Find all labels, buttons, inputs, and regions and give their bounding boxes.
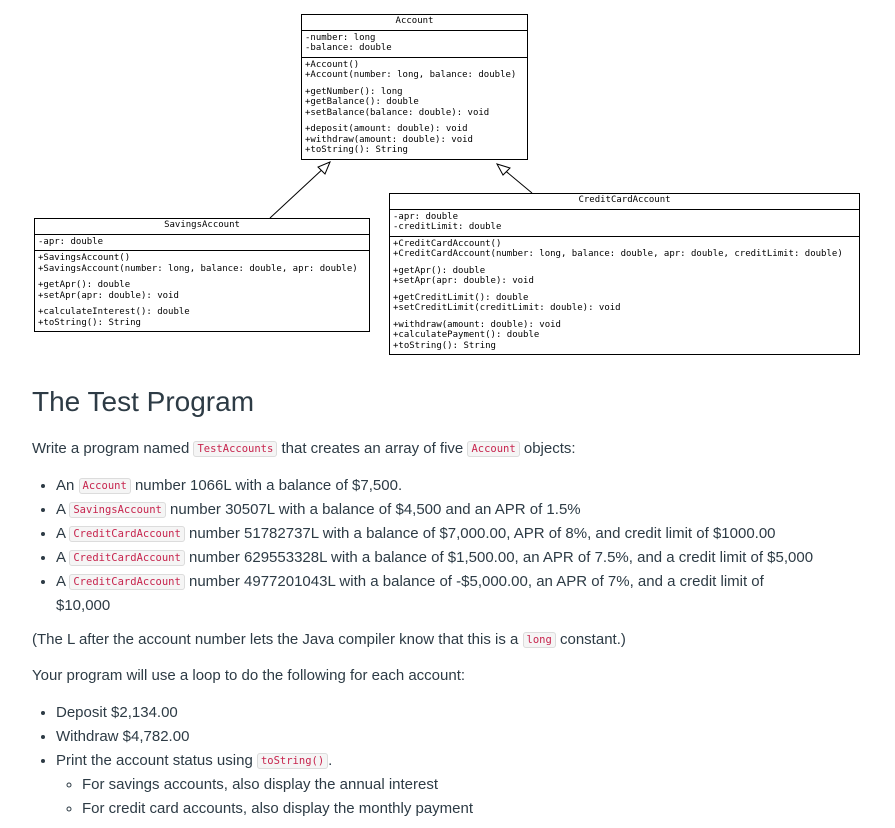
steps-list <box>38 701 473 821</box>
methods-section <box>302 58 527 159</box>
inline-code: toString() <box>257 753 328 769</box>
list-item: • An Account number 1066L with a balance of $7,500. <box>56 474 813 498</box>
method: +SavingsAccount(number: long, balance: double, apr: double) <box>38 263 358 274</box>
method: +setBalance(balance: double): void <box>305 107 490 118</box>
method: +setCreditLimit(creditLimit: double): void <box>393 303 621 313</box>
class-name: Account <box>302 15 527 31</box>
field: -number: long <box>305 32 376 43</box>
list-item: • Deposit $2,134.00 <box>56 701 473 725</box>
methods-section <box>390 237 859 355</box>
method: +SavingsAccount() <box>38 253 131 263</box>
field: -creditLimit: double <box>393 222 502 232</box>
method: +getBalance(): double <box>305 97 419 107</box>
inline-code: TestAccounts <box>193 441 277 457</box>
method: +getApr(): double <box>393 265 486 276</box>
method: +getCreditLimit(): double <box>393 292 529 303</box>
sub-list-item: ◦ For credit card accounts, also display the monthly payment <box>82 797 473 821</box>
inline-code: long <box>523 632 556 648</box>
inline-code: CreditCardAccount <box>69 526 184 542</box>
method: +setApr(apr: double): void <box>38 290 179 301</box>
inline-code: Account <box>79 478 131 494</box>
methods-section <box>35 251 369 331</box>
inline-code: Account <box>467 441 519 457</box>
sub-list <box>56 773 473 821</box>
method: +getApr(): double <box>38 280 131 290</box>
intro-paragraph: Write a program named TestAccounts that creates an array of five Account objects: <box>32 440 576 457</box>
method: +withdraw(amount: double): void <box>393 319 561 330</box>
method: +setApr(apr: double): void <box>393 276 534 286</box>
loop-intro: Your program will use a loop to do the following for each account: <box>32 667 466 684</box>
list-item: • A SavingsAccount number 30507L with a balance of $4,500 and an APR of 1.5% <box>56 498 813 522</box>
class-name: CreditCardAccount <box>390 194 859 210</box>
savings-account-class-box <box>34 218 370 332</box>
method: +calculatePayment(): double <box>393 330 540 340</box>
method: +toString(): String <box>393 340 496 351</box>
list-item: • A CreditCardAccount number 51782737L with a balance of $7,000.00, APR of 8%, and credit limit of $1000.00 <box>56 522 813 546</box>
credit-card-account-class-box <box>389 193 860 355</box>
class-name: SavingsAccount <box>35 219 369 235</box>
account-class-box <box>301 14 528 160</box>
method: +Account(number: long, balance: double) <box>305 70 517 80</box>
list-item: • A CreditCardAccount number 4977201043L with a balance of -$5,000.00, an APR of 7%, and a credit limit of $10,000 <box>56 570 813 618</box>
method: +CreditCardAccount() <box>393 238 502 249</box>
fields-section <box>302 31 527 58</box>
fields-section <box>390 210 859 237</box>
method: +getNumber(): long <box>305 86 403 97</box>
field: -balance: double <box>305 43 392 53</box>
note-paragraph: (The L after the account number lets the Java compiler know that this is a long constant.) <box>32 631 626 648</box>
method: +toString(): String <box>305 145 408 155</box>
field: -apr: double <box>393 211 459 222</box>
accounts-list <box>38 474 813 618</box>
list-item: • Print the account status using toString() . ◦ For savings accounts, also display the annual interest ◦ For credit card accounts, also display the monthly payment <box>56 749 473 821</box>
method: +deposit(amount: double): void <box>305 124 468 134</box>
method: +withdraw(amount: double): void <box>305 134 473 145</box>
method: +Account() <box>305 59 360 70</box>
field: -apr: double <box>38 236 104 247</box>
inline-code: SavingsAccount <box>69 502 166 518</box>
inline-code: CreditCardAccount <box>69 550 184 566</box>
section-heading: The Test Program <box>32 386 255 417</box>
inline-code: CreditCardAccount <box>69 574 184 590</box>
method: +calculateInterest(): double <box>38 307 190 317</box>
list-item: • A CreditCardAccount number 629553328L with a balance of $1,500.00, an APR of 7.5%, and a credit limit of $5,000 <box>56 546 813 570</box>
fields-section <box>35 235 369 252</box>
method: +CreditCardAccount(number: long, balance: double, apr: double, creditLimit: double) <box>393 249 843 259</box>
list-item: • Withdraw $4,782.00 <box>56 725 473 749</box>
sub-list-item: ◦ For savings accounts, also display the annual interest <box>82 773 473 797</box>
method: +toString(): String <box>38 317 141 328</box>
